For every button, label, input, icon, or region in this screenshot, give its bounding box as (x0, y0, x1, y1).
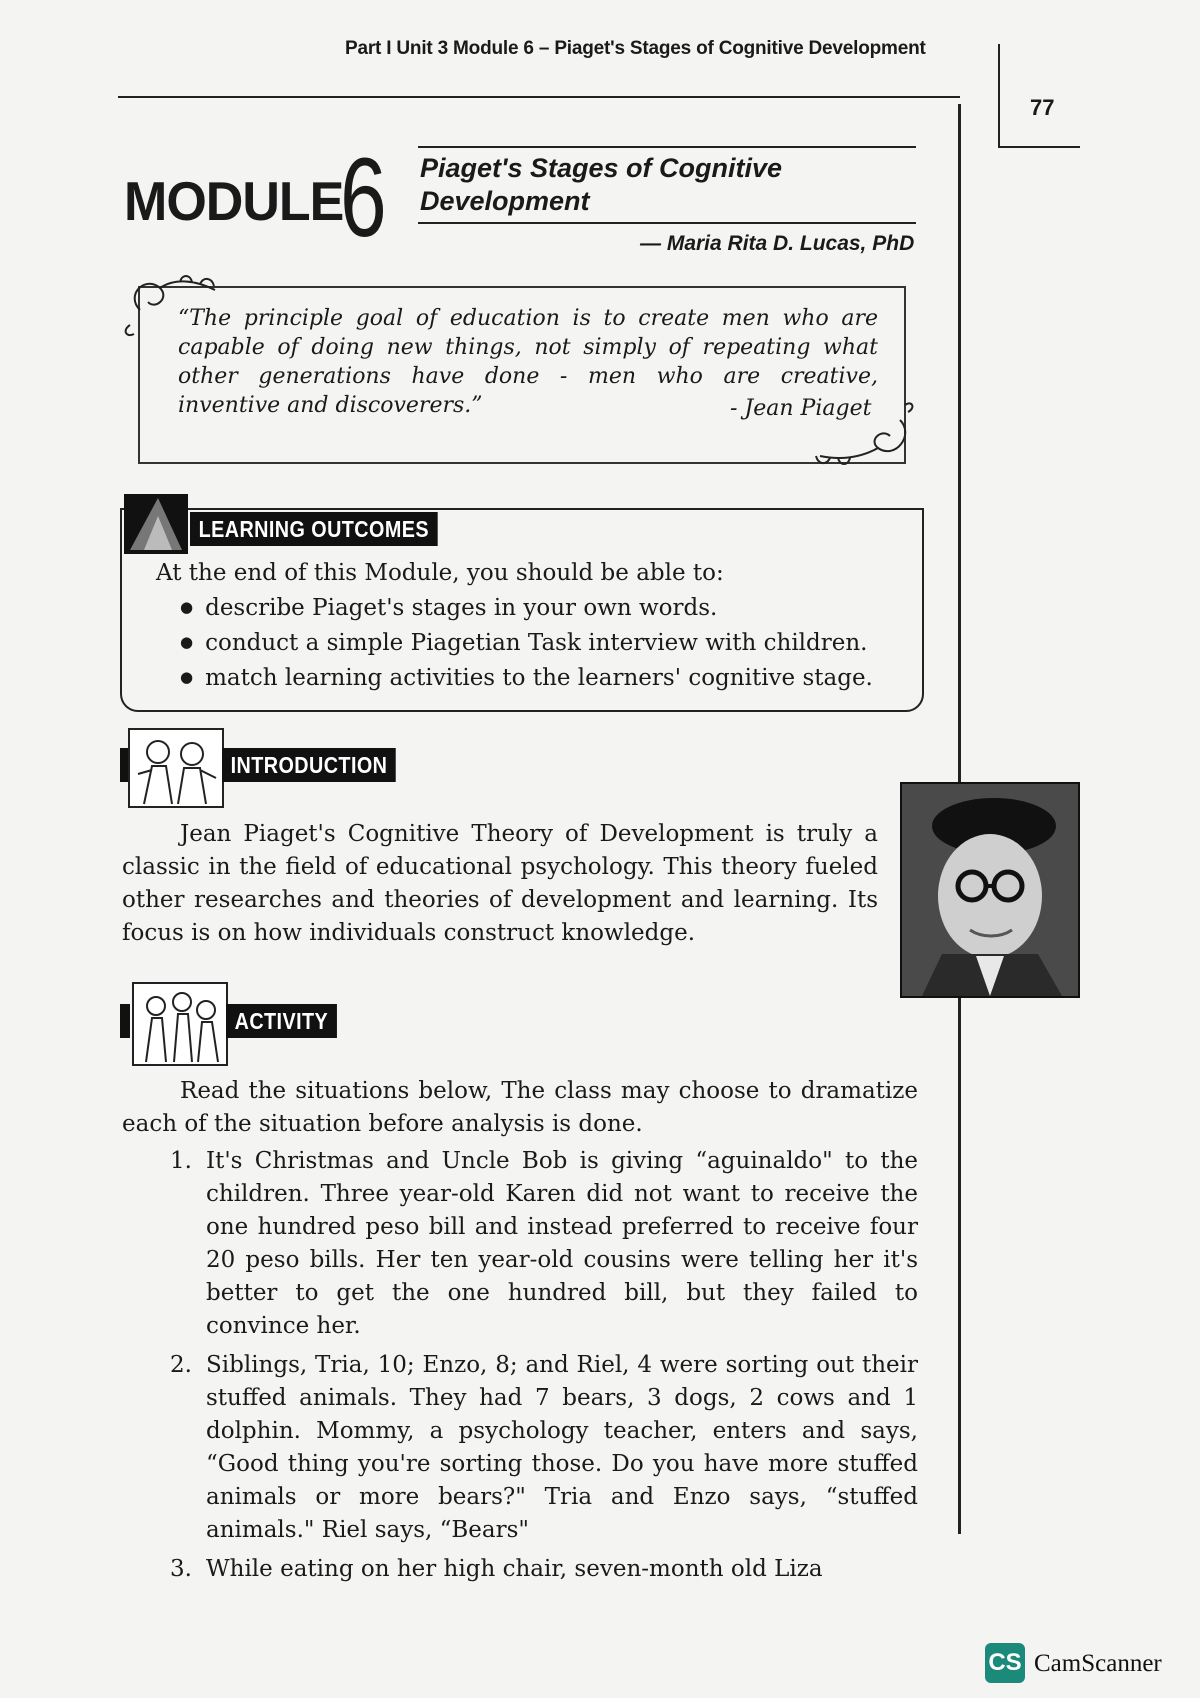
list-item: ● conduct a simple Piagetian Task interview with children. (180, 627, 873, 662)
item-text: It's Christmas and Uncle Bob is giving “aguinaldo" to the children. Three year-old Karen did not want to receive the one hundred peso bill and instead preferred to receive four 20 peso bills. Her ten year-old cousins were telling her it's better to get the one hundred bill, but they failed to convince her. (206, 1148, 918, 1339)
item-text: Siblings, Tria, 10; Enzo, 8; and Riel, 4 were sorting out their stuffed animals. They had 7 bears, 3 dogs, 2 cows and 1 dolphin. Mommy, a psychology teacher, enters and says, “Good thing you're sorting those. Do you have more stuffed animals or more bears?" Tria and Enzo says, “stuffed animals." Riel says, “Bears" (206, 1352, 918, 1543)
activity-icon (132, 982, 228, 1066)
item-number: 3. (170, 1556, 192, 1582)
activity-heading: ACTIVITY (226, 1004, 337, 1038)
learning-outcomes-heading: LEARNING OUTCOMES (190, 512, 438, 546)
list-item: ● describe Piaget's stages in your own words. (180, 592, 873, 627)
activity-bar (120, 1004, 130, 1038)
situations-list (170, 1145, 918, 1592)
running-header: Part I Unit 3 Module 6 – Piaget's Stages of Cognitive Development (345, 38, 926, 59)
learning-outcomes-icon (124, 494, 188, 554)
module-number: 6 (340, 135, 387, 260)
camscanner-watermark: CamScanner (1034, 1650, 1162, 1677)
top-rule (118, 96, 960, 98)
list-item (170, 1145, 918, 1343)
introduction-paragraph: Jean Piaget's Cognitive Theory of Development is truly a classic in the field of educational psychology. This theory fueled other researches and theories of development and learning. Its focus is on how individuals construct knowledge. (122, 821, 878, 946)
quote-text: “The principle goal of education is to create men who are capable of doing new things, not simply of repeating what other generations have done - men who are creative, inventive and discoverers.” (178, 306, 878, 418)
introduction-icon (128, 728, 224, 808)
item-number: 1. (170, 1148, 192, 1174)
module-title: Piaget's Stages of Cognitive Development (420, 153, 782, 216)
learning-outcomes-intro: At the end of this Module, you should be able to: (156, 560, 724, 586)
title-rule-bottom (418, 222, 916, 224)
learning-outcomes-list (180, 592, 873, 697)
module-label: MODULE (124, 171, 344, 233)
quote-author: - Jean Piaget (730, 396, 872, 421)
list-item (170, 1349, 918, 1547)
header-divider-foot (998, 146, 1080, 148)
header-divider (998, 44, 1000, 148)
item-text: While eating on her high chair, seven-month old Liza (206, 1556, 823, 1582)
title-rule-top (418, 146, 916, 148)
camscanner-logo-icon: CS (985, 1643, 1025, 1683)
jean-piaget-photo (900, 782, 1080, 998)
item-number: 2. (170, 1352, 192, 1378)
activity-paragraph: Read the situations below, The class may choose to dramatize each of the situation before analysis is done. (122, 1078, 918, 1137)
page-number: 77 (1030, 95, 1055, 120)
list-item: ● match learning activities to the learners' cognitive stage. (180, 662, 873, 697)
list-item (170, 1553, 918, 1586)
module-author: — Maria Rita D. Lucas, PhD (640, 232, 915, 255)
introduction-heading: INTRODUCTION (222, 748, 396, 782)
